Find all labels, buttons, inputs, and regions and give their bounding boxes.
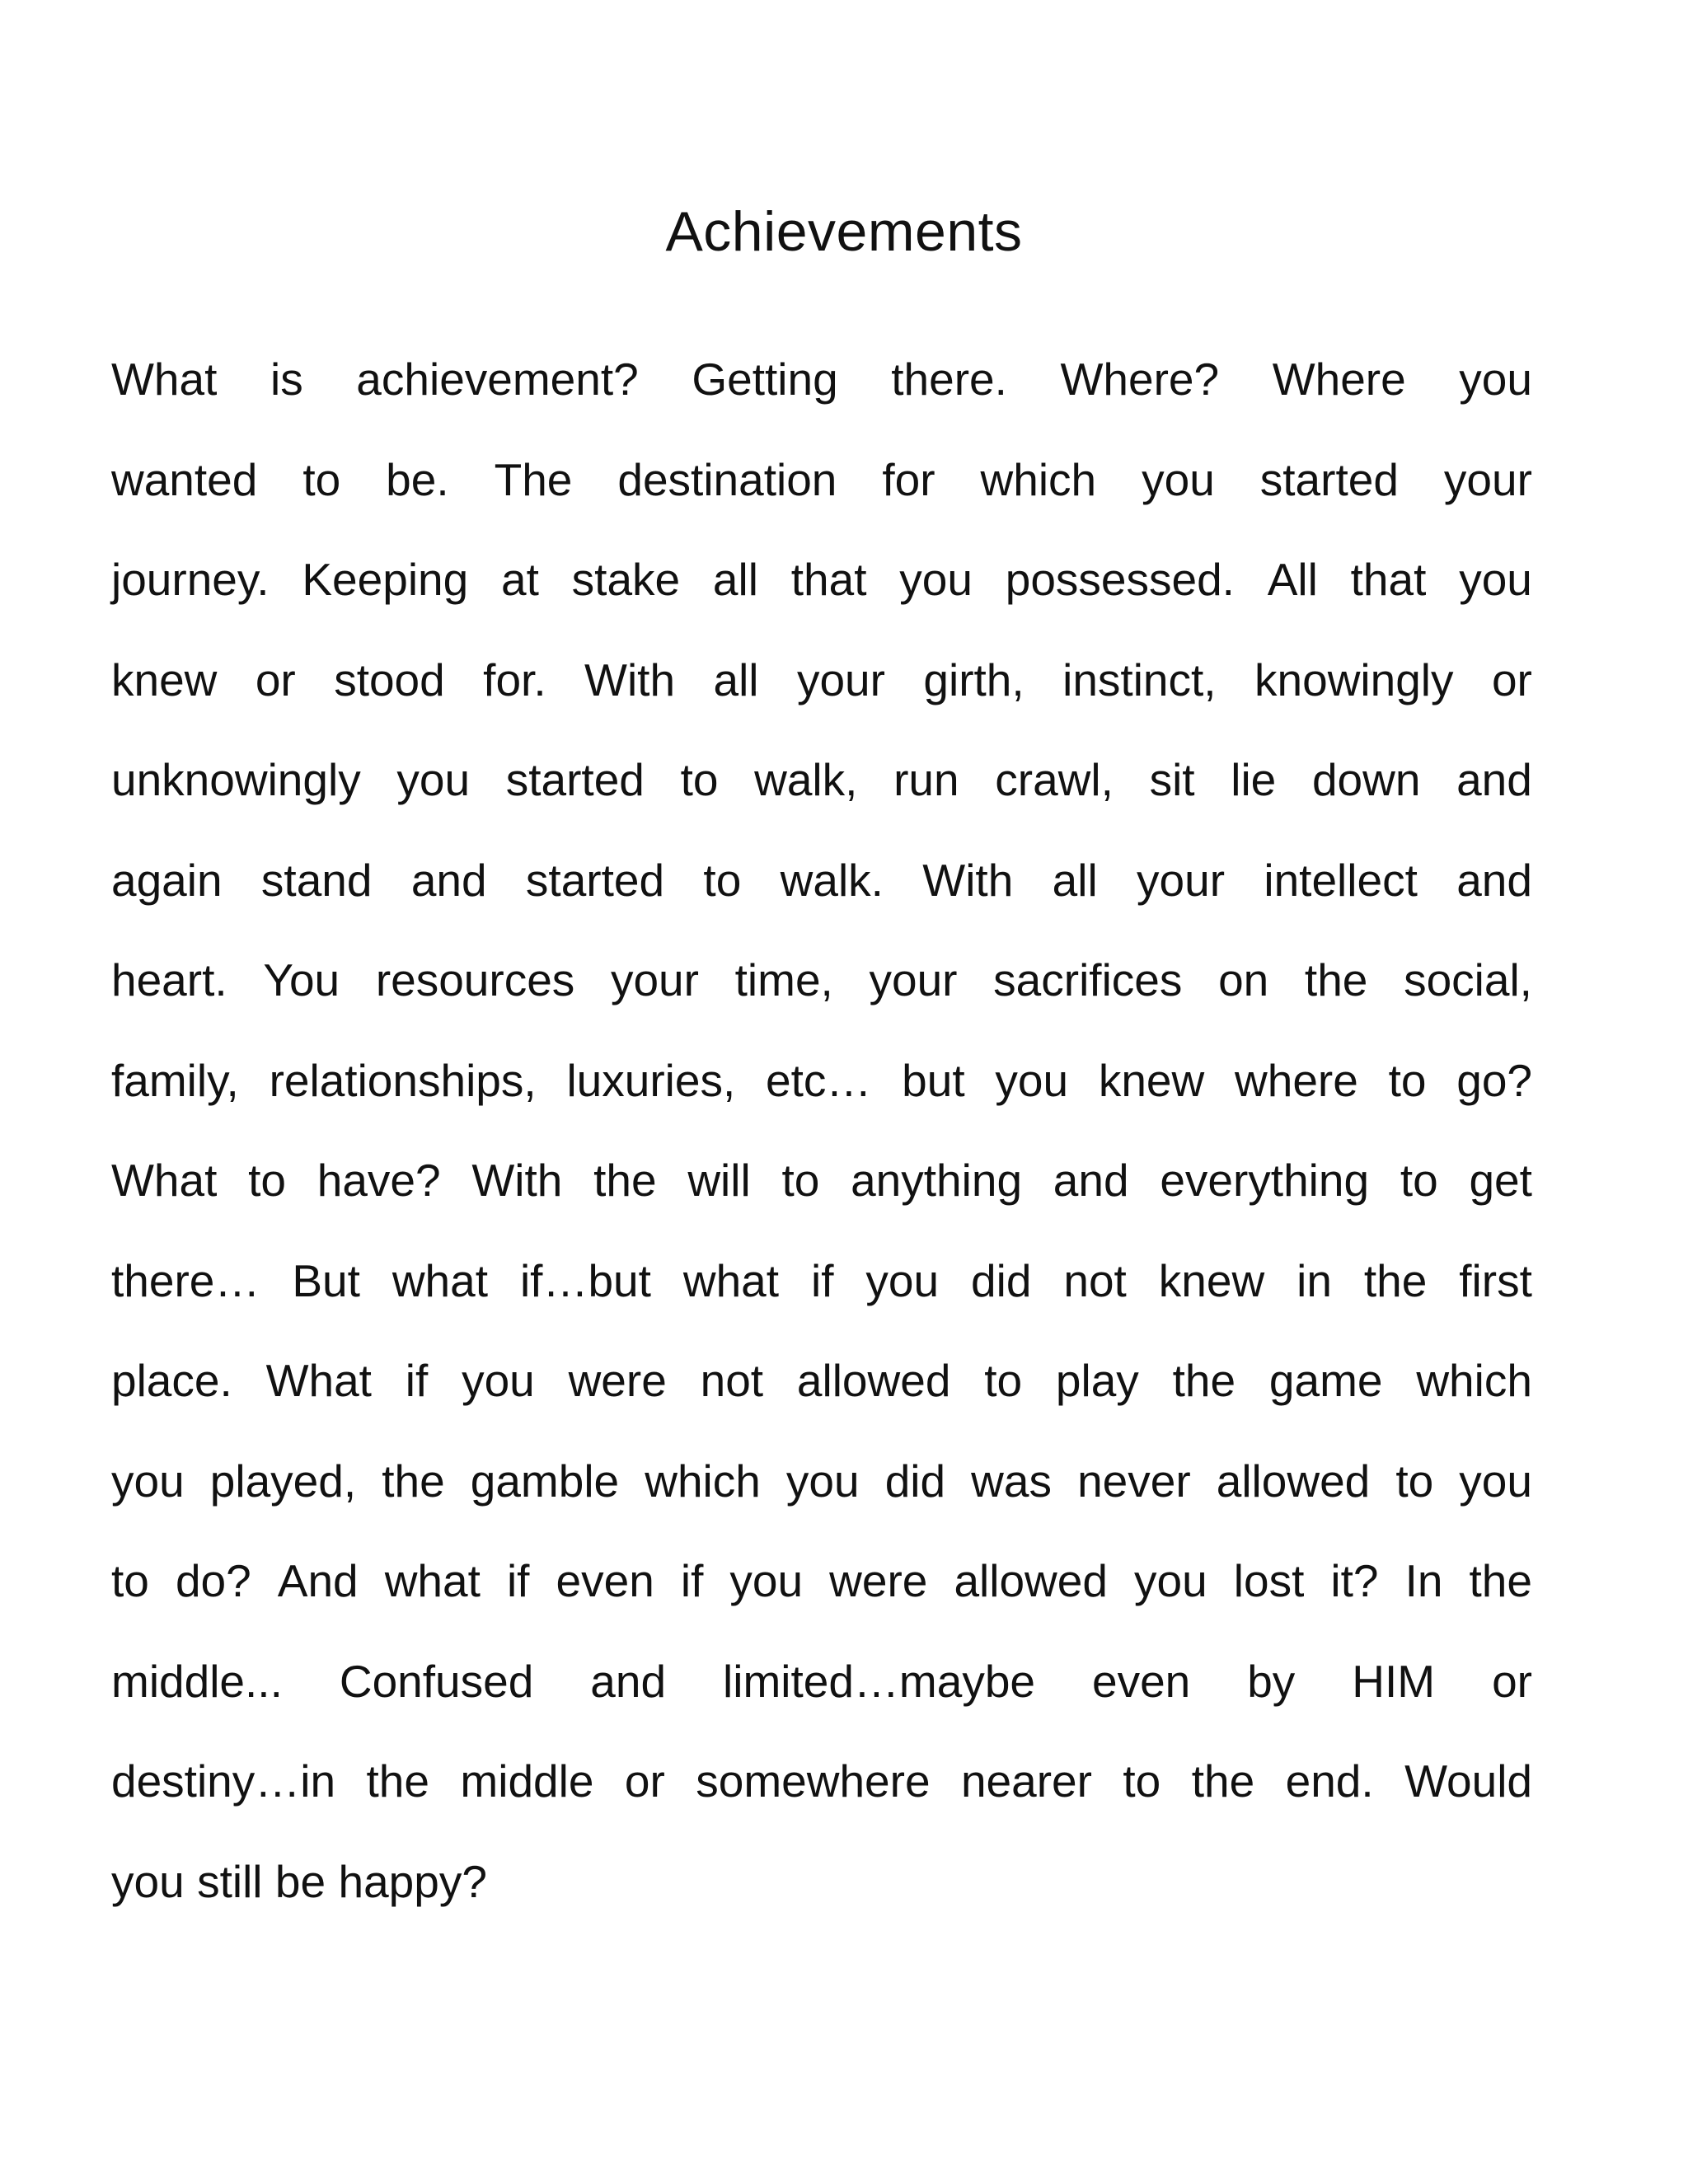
- body-line: [111, 839, 1532, 940]
- body-word: not: [1063, 1254, 1127, 1306]
- body-word: for.: [483, 654, 546, 705]
- body-line: [111, 1240, 1532, 1340]
- body-word: What: [111, 354, 218, 405]
- body-word: The: [494, 453, 573, 505]
- body-word: resources: [375, 954, 575, 1005]
- body-word: you: [1142, 453, 1215, 505]
- body-word: HIM: [1352, 1655, 1436, 1707]
- body-word: In: [1404, 1555, 1443, 1606]
- body-line: [111, 1840, 1532, 1941]
- body-word: happy?: [338, 1855, 487, 1907]
- body-word: time,: [734, 954, 833, 1005]
- body-word: everything: [1160, 1155, 1370, 1206]
- body-word: get: [1469, 1155, 1532, 1206]
- body-word: play: [1055, 1355, 1139, 1406]
- body-word: or: [255, 654, 296, 705]
- body-word: you: [1459, 1455, 1532, 1507]
- body-word: it?: [1330, 1555, 1379, 1606]
- body-word: With: [471, 1155, 563, 1206]
- body-word: the: [366, 1755, 429, 1807]
- body-word: achievement?: [356, 354, 639, 405]
- body-word: started: [505, 754, 645, 805]
- body-word: what: [392, 1254, 488, 1306]
- body-word: were: [568, 1355, 667, 1406]
- body-word: was: [971, 1455, 1052, 1507]
- body-word: heart.: [111, 954, 227, 1005]
- body-word: you: [899, 554, 973, 605]
- body-word: middle...: [111, 1655, 283, 1707]
- body-word: to: [781, 1155, 820, 1206]
- body-word: where: [1235, 1054, 1358, 1106]
- body-word: if…but: [519, 1254, 651, 1306]
- body-line: [111, 1039, 1532, 1140]
- body-word: there…: [111, 1254, 260, 1306]
- body-word: and: [1456, 854, 1532, 906]
- body-word: Getting: [692, 354, 838, 405]
- body-word: to: [302, 453, 341, 505]
- body-word: Where: [1272, 354, 1406, 405]
- body-word: and: [1456, 754, 1532, 805]
- body-line: [111, 1339, 1532, 1440]
- body-word: limited…maybe: [723, 1655, 1036, 1707]
- body-word: which: [1416, 1355, 1532, 1406]
- body-word: even: [1091, 1655, 1191, 1707]
- body-word: allowed: [954, 1555, 1108, 1606]
- body-word: lie: [1231, 754, 1277, 805]
- body-word: Would: [1404, 1755, 1532, 1807]
- body-word: you: [1134, 1555, 1207, 1606]
- body-word: anything: [851, 1155, 1023, 1206]
- body-word: you: [865, 1254, 940, 1306]
- body-word: in: [1296, 1254, 1332, 1306]
- body-word: all: [712, 554, 758, 605]
- body-word: started: [1259, 453, 1399, 505]
- body-word: did: [971, 1254, 1032, 1306]
- body-word: the: [1191, 1755, 1255, 1807]
- body-word: even: [556, 1555, 654, 1606]
- body-word: stand: [260, 854, 373, 906]
- body-word: not: [700, 1355, 764, 1406]
- body-word: still: [197, 1855, 263, 1907]
- body-word: allowed: [796, 1355, 951, 1406]
- body-word: you: [396, 754, 471, 805]
- body-word: All: [1267, 554, 1318, 605]
- body-word: but: [902, 1054, 965, 1106]
- body-word: the: [1469, 1555, 1532, 1606]
- body-word: be.: [386, 453, 449, 505]
- body-word: you: [995, 1054, 1069, 1106]
- body-word: social,: [1404, 954, 1532, 1005]
- body-word: have?: [316, 1155, 441, 1206]
- body-word: knowingly: [1254, 654, 1454, 705]
- body-word: to: [680, 754, 719, 805]
- body-word: Keeping: [302, 554, 469, 605]
- body-word: be: [274, 1855, 326, 1907]
- body-word: or: [1492, 1655, 1532, 1707]
- body-word: nearer: [960, 1755, 1092, 1807]
- body-word: to: [111, 1555, 149, 1606]
- body-line: [111, 1440, 1532, 1540]
- body-word: to: [248, 1155, 286, 1206]
- body-word: journey.: [111, 554, 270, 605]
- body-word: Confused: [339, 1655, 534, 1707]
- body-word: game: [1268, 1355, 1383, 1406]
- body-word: your: [869, 954, 958, 1005]
- body-line: [111, 1640, 1532, 1741]
- body-word: did: [884, 1455, 946, 1507]
- body-word: What: [111, 1155, 218, 1206]
- body-word: which: [980, 453, 1097, 505]
- body-word: to: [703, 854, 742, 906]
- body-word: With: [584, 654, 676, 705]
- body-word: you: [111, 1855, 185, 1907]
- body-word: the: [1304, 954, 1368, 1005]
- body-line: [111, 639, 1532, 739]
- body-word: the: [1363, 1254, 1428, 1306]
- document-body: [111, 338, 1532, 1940]
- body-word: for: [882, 453, 935, 505]
- body-word: stake: [571, 554, 681, 605]
- body-word: you: [462, 1355, 535, 1406]
- body-word: you: [785, 1455, 860, 1507]
- body-word: But: [292, 1254, 360, 1306]
- body-word: your: [1443, 453, 1532, 505]
- body-word: What: [265, 1355, 372, 1406]
- body-word: never: [1077, 1455, 1191, 1507]
- body-word: And: [277, 1555, 359, 1606]
- body-word: what: [384, 1555, 481, 1606]
- body-word: middle: [460, 1755, 594, 1807]
- body-line: [111, 1139, 1532, 1240]
- body-word: or: [624, 1755, 665, 1807]
- body-word: to: [984, 1355, 1023, 1406]
- body-word: and: [590, 1655, 667, 1707]
- body-word: walk.: [780, 854, 884, 906]
- body-word: unknowingly: [111, 754, 361, 805]
- body-word: the: [1172, 1355, 1236, 1406]
- body-line: [111, 1740, 1532, 1840]
- body-word: Where?: [1060, 354, 1220, 405]
- body-word: down: [1311, 754, 1421, 805]
- body-word: possessed.: [1005, 554, 1235, 605]
- body-word: you: [1459, 354, 1532, 405]
- body-word: stood: [334, 654, 445, 705]
- body-word: allowed: [1216, 1455, 1371, 1507]
- document-title: Achievements: [665, 200, 1023, 263]
- body-word: run: [893, 754, 959, 805]
- body-word: if: [810, 1254, 834, 1306]
- body-word: destiny…in: [111, 1755, 336, 1807]
- body-word: will: [687, 1155, 751, 1206]
- body-word: luxuries,: [566, 1054, 736, 1106]
- body-word: You: [263, 954, 340, 1005]
- body-word: which: [645, 1455, 761, 1507]
- body-word: place.: [111, 1355, 232, 1406]
- body-word: destination: [617, 453, 837, 505]
- body-word: started: [525, 854, 665, 906]
- body-word: were: [829, 1555, 928, 1606]
- body-word: instinct,: [1062, 654, 1217, 705]
- body-word: you: [111, 1455, 185, 1507]
- body-word: sacrifices: [993, 954, 1183, 1005]
- body-word: that: [1350, 554, 1427, 605]
- body-word: your: [1137, 854, 1226, 906]
- body-word: that: [790, 554, 867, 605]
- body-word: relationships,: [269, 1054, 537, 1106]
- body-word: girth,: [923, 654, 1025, 705]
- body-word: all: [1052, 854, 1098, 906]
- body-word: gamble: [470, 1455, 620, 1507]
- body-word: walk,: [754, 754, 858, 805]
- body-word: knew: [111, 654, 218, 705]
- body-word: played,: [209, 1455, 357, 1507]
- body-word: to: [1400, 1155, 1438, 1206]
- body-word: end.: [1285, 1755, 1374, 1807]
- body-word: your: [796, 654, 885, 705]
- body-word: intellect: [1264, 854, 1418, 906]
- body-word: if: [680, 1555, 704, 1606]
- body-word: there.: [891, 354, 1007, 405]
- body-line: [111, 438, 1532, 539]
- body-word: the: [593, 1155, 657, 1206]
- body-word: your: [610, 954, 699, 1005]
- body-word: again: [111, 854, 223, 906]
- body-word: sit: [1149, 754, 1195, 805]
- body-word: you: [729, 1555, 804, 1606]
- body-word: if: [506, 1555, 530, 1606]
- body-word: you: [1459, 554, 1532, 605]
- body-word: the: [382, 1455, 445, 1507]
- body-word: do?: [175, 1555, 251, 1606]
- body-word: at: [501, 554, 539, 605]
- body-word: etc…: [766, 1054, 872, 1106]
- body-word: crawl,: [995, 754, 1114, 805]
- body-line: [111, 738, 1532, 839]
- body-word: and: [410, 854, 487, 906]
- body-word: family,: [111, 1054, 239, 1106]
- body-word: if: [405, 1355, 429, 1406]
- body-word: knew: [1098, 1054, 1205, 1106]
- body-line: [111, 338, 1532, 438]
- body-word: knew: [1158, 1254, 1265, 1306]
- body-word: or: [1491, 654, 1532, 705]
- body-line: [111, 1540, 1532, 1640]
- body-word: first: [1459, 1254, 1532, 1306]
- body-word: go?: [1456, 1054, 1532, 1106]
- body-word: and: [1053, 1155, 1129, 1206]
- body-word: what: [682, 1254, 780, 1306]
- body-word: to: [1123, 1755, 1161, 1807]
- body-word: by: [1247, 1655, 1296, 1707]
- body-word: all: [713, 654, 759, 705]
- body-word: to: [1388, 1054, 1427, 1106]
- body-line: [111, 538, 1532, 639]
- body-word: With: [922, 854, 1014, 906]
- body-line: [111, 939, 1532, 1039]
- body-word: to: [1395, 1455, 1434, 1507]
- body-word: on: [1218, 954, 1269, 1005]
- body-word: lost: [1233, 1555, 1305, 1606]
- body-word: is: [270, 354, 303, 405]
- body-word: somewhere: [696, 1755, 931, 1807]
- body-word: wanted: [111, 453, 258, 505]
